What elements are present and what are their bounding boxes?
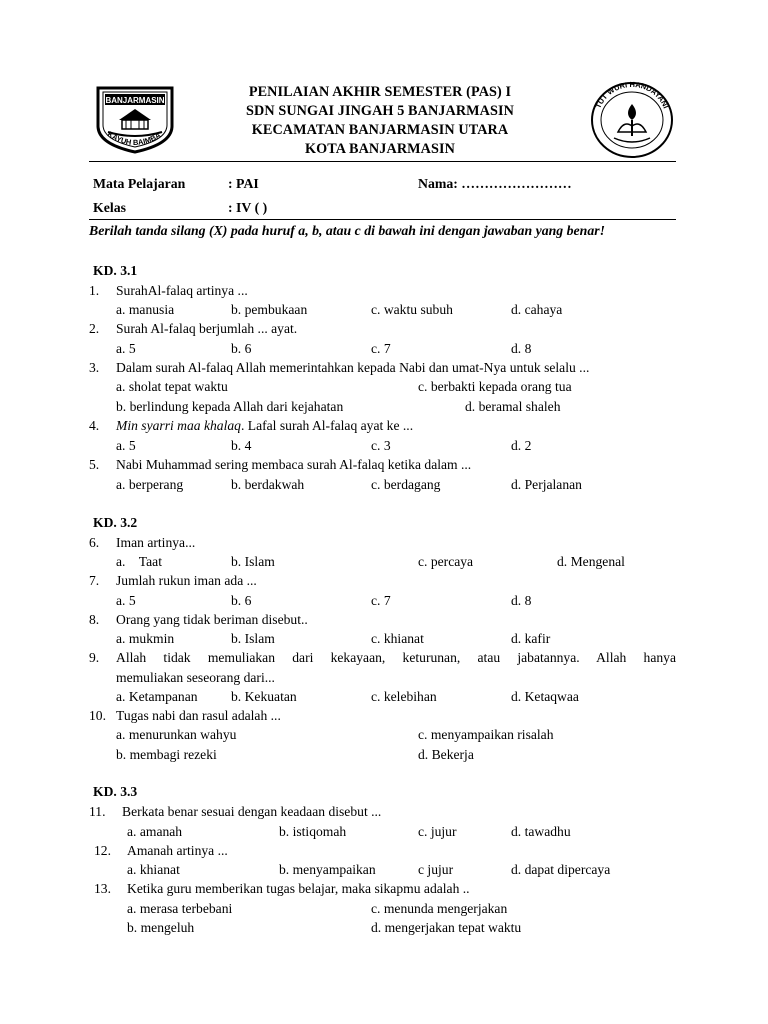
option-a[interactable]: a. 5 (116, 438, 136, 453)
question-text: Orang yang tidak beriman disebut.. (116, 612, 308, 627)
header-title: PENILAIAN AKHIR SEMESTER (PAS) I (248, 84, 512, 100)
question-text: Jumlah rukun iman ada ... (116, 573, 257, 588)
header-school: SDN SUNGAI JINGAH 5 BANJARMASIN (246, 103, 514, 119)
option-b[interactable]: b. pembukaan (231, 302, 308, 317)
class-field[interactable]: : IV ( ) (228, 200, 268, 215)
option-b[interactable]: b. 6 (231, 593, 252, 608)
section-title-kd31: KD. 3.1 (93, 263, 138, 278)
option-a[interactable]: a. Taat (116, 554, 162, 569)
question-text: Nabi Muhammad sering membaca surah Al-falaq ketika dalam ... (116, 457, 472, 472)
question-text: Ketika guru memberikan tugas belajar, maka sikapmu adalah .. (127, 881, 470, 896)
option-d[interactable]: d. 8 (511, 593, 532, 608)
question-text: Tugas nabi dan rasul adalah ... (116, 708, 281, 723)
question-text: Dalam surah Al-falaq Allah memerintahkan kepada Nabi dan umat-Nya untuk selalu ... (116, 360, 590, 375)
option-d[interactable]: d. Perjalanan (511, 477, 582, 492)
option-a[interactable]: a. amanah (127, 824, 183, 839)
question-number: 5. (89, 457, 100, 472)
instruction-text: Berilah tanda silang (X) pada huruf a, b, atau c di bawah ini dengan jawaban yang benar! (89, 223, 605, 238)
question-number: 11. (89, 804, 106, 819)
question-number: 3. (89, 360, 100, 375)
option-b[interactable]: b. mengeluh (127, 920, 195, 935)
question-text-rest: . Lafal surah Al-falaq ayat ke ... (240, 418, 414, 433)
option-d[interactable]: d. dapat dipercaya (511, 862, 611, 877)
question-text (116, 418, 413, 434)
question-number: 9. (89, 650, 100, 665)
option-a[interactable]: a. 5 (116, 593, 136, 608)
option-d[interactable]: d. mengerjakan tepat waktu (371, 920, 522, 935)
question-number: 2. (89, 321, 100, 336)
question-number: 7. (89, 573, 100, 588)
header-divider (89, 161, 676, 162)
option-b[interactable]: b. membagi rezeki (116, 747, 217, 762)
option-b[interactable]: b. 6 (231, 341, 252, 356)
svg-text:KAYUH BAIMBAI: KAYUH BAIMBA (105, 129, 163, 148)
option-d[interactable]: d. tawadhu (511, 824, 571, 839)
option-b[interactable]: b. berlindung kepada Allah dari kejahatan (116, 399, 344, 414)
option-d[interactable]: d. Ketaqwaa (511, 689, 579, 704)
option-c[interactable]: c. 3 (371, 438, 391, 453)
question-text: Allah tidak memuliakan dari kekayaan, keturunan, atau jabatannya. Allah hanya (116, 650, 676, 665)
option-c[interactable]: c. berdagang (371, 477, 441, 492)
option-c[interactable]: c. jujur (418, 824, 457, 839)
banjarmasin-emblem-logo (92, 82, 178, 156)
section-title-kd32: KD. 3.2 (93, 515, 138, 530)
question-number: 4. (89, 418, 100, 433)
header-district: KECAMATAN BANJARMASIN UTARA (251, 122, 509, 138)
option-c[interactable]: c. menyampaikan risalah (418, 727, 554, 742)
option-a[interactable]: a. merasa terbebani (127, 901, 233, 916)
section-title-kd33: KD. 3.3 (93, 784, 138, 799)
question-number: 13. (94, 881, 111, 896)
option-a[interactable]: a. khianat (127, 862, 180, 877)
option-c[interactable]: c. kelebihan (371, 689, 437, 704)
svg-text:TUT WURI HANDAYANI: TUT WURI HANDAYANI (593, 80, 671, 110)
option-c[interactable]: c. khianat (371, 631, 424, 646)
tut-wuri-handayani-logo (588, 80, 676, 160)
option-a[interactable]: a. sholat tepat waktu (116, 379, 228, 394)
option-a[interactable]: a. mukmin (116, 631, 175, 646)
option-a[interactable]: a. Ketampanan (116, 689, 198, 704)
subject-value: : PAI (228, 176, 259, 191)
question-number: 12. (94, 843, 111, 858)
option-b[interactable]: b. berdakwah (231, 477, 305, 492)
option-c[interactable]: c. menunda mengerjakan (371, 901, 508, 916)
question-number: 8. (89, 612, 100, 627)
option-d[interactable]: d. kafir (511, 631, 551, 646)
option-b[interactable]: b. istiqomah (279, 824, 347, 839)
option-c[interactable]: c. 7 (371, 593, 391, 608)
option-d[interactable]: d. beramal shaleh (465, 399, 561, 414)
question-text: Iman artinya... (116, 535, 196, 550)
arabic-verse-italic: Min syarri maa khalaq (116, 418, 241, 433)
header-city: KOTA BANJARMASIN (305, 141, 455, 157)
option-d[interactable]: d. 8 (511, 341, 532, 356)
question-number: 10. (89, 708, 106, 723)
question-number: 1. (89, 283, 100, 298)
option-b[interactable]: b. menyampaikan (279, 862, 376, 877)
option-c[interactable]: c. berbakti kepada orang tua (418, 379, 572, 394)
option-d[interactable]: d. Bekerja (418, 747, 474, 762)
question-number: 6. (89, 535, 100, 550)
svg-text:BANJARMASIN: BANJARMASIN (105, 96, 165, 105)
option-a[interactable]: a. manusia (116, 302, 175, 317)
option-a[interactable]: a. menurunkan wahyu (116, 727, 237, 742)
option-c[interactable]: c. percaya (418, 554, 474, 569)
option-d[interactable]: d. cahaya (511, 302, 563, 317)
info-divider (89, 219, 676, 220)
class-label: Kelas (93, 200, 126, 215)
option-a[interactable]: a. berperang (116, 477, 184, 492)
option-b[interactable]: b. Islam (231, 554, 275, 569)
option-b[interactable]: b. Kekuatan (231, 689, 297, 704)
question-9 (89, 650, 676, 690)
question-text-line2: memuliakan seseorang dari... (116, 670, 275, 685)
option-b[interactable]: b. Islam (231, 631, 275, 646)
question-text: Surah Al-falaq berjumlah ... ayat. (116, 321, 298, 336)
question-text: SurahAl-falaq artinya ... (116, 283, 248, 298)
option-c[interactable]: c. 7 (371, 341, 391, 356)
option-a[interactable]: a. 5 (116, 341, 136, 356)
question-text: Berkata benar sesuai dengan keadaan disebut ... (122, 804, 382, 819)
question-text: Amanah artinya ... (127, 843, 228, 858)
name-field[interactable]: Nama: …………………… (418, 176, 572, 191)
subject-label: Mata Pelajaran (93, 176, 186, 191)
option-c[interactable]: c jujur (418, 862, 454, 877)
option-d[interactable]: d. 2 (511, 438, 532, 453)
option-c[interactable]: c. waktu subuh (371, 302, 453, 317)
option-b[interactable]: b. 4 (231, 438, 252, 453)
option-d[interactable]: d. Mengenal (557, 554, 625, 569)
